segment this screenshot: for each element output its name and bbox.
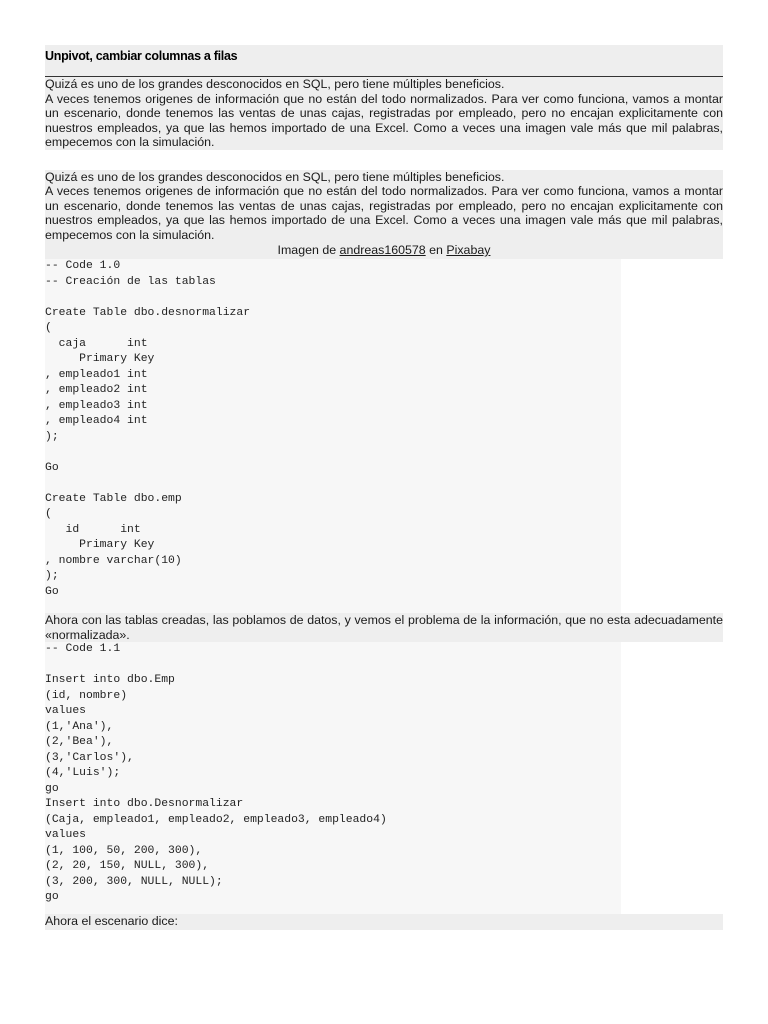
- intro-repeat-line-2: A veces tenemos origenes de información que no están del todo normalizados. Para ver como funciona, vamos a montar un escenario, donde tenemos las ventas de unas cajas, registradas por empleado, pero no encajan explicitamente con nuestros empleados, ya que las hemos importado de una Excel. Como a veces una imagen vale más que mil palabras, empecemos con la simulación.: [45, 184, 723, 242]
- code-block-insert-data: -- Code 1.1 Insert into dbo.Emp (id, nombre) values (1,'Ana'), (2,'Bea'), (3,'Carlos'), (4,'Luis'); go Insert into dbo.Desnormalizar (Caja, empleado1, empleado2, empleado3, empleado4) values (1, 100, 50, 200, 300), (2, 20, 150, NULL, 300), (3, 200, 300, NULL, NULL); go: [45, 642, 621, 914]
- caption-prefix: Imagen de: [277, 243, 340, 257]
- intro-line-2: A veces tenemos origenes de información que no están del todo normalizados. Para ver como funciona, vamos a montar un escenario, donde tenemos las ventas de unas cajas, registradas por empleado, pero no encajan explicitamente con nuestros empleados, ya que las hemos importado de una Excel. Como a veces una imagen vale más que mil palabras, empecemos con la simulación.: [45, 91, 723, 149]
- page-title: Unpivot, cambiar columnas a filas: [45, 45, 723, 77]
- spacer: [45, 150, 723, 170]
- intro-paragraph: [45, 77, 723, 150]
- image-caption: [45, 242, 723, 259]
- intro-repeat-line-1: Quizá es uno de los grandes desconocidos en SQL, pero tiene múltiples beneficios.: [45, 169, 505, 184]
- middle-text: Ahora con las tablas creadas, las poblamos de datos, y vemos el problema de la información, que no esta adecuadamente «normalizada».: [45, 613, 723, 642]
- document: [45, 45, 723, 930]
- intro-line-1: Quizá es uno de los grandes desconocidos en SQL, pero tiene múltiples beneficios.: [45, 77, 505, 91]
- pixabay-link[interactable]: Pixabay: [446, 243, 491, 257]
- closing-text: Ahora el escenario dice:: [45, 914, 723, 930]
- intro-paragraph-repeat: [45, 170, 723, 243]
- code-block-create-tables: -- Code 1.0 -- Creación de las tablas Create Table dbo.desnormalizar ( caja int Primary Key , empleado1 int , empleado2 int , empleado3 int , empleado4 int ); Go Create Table dbo.emp ( id int Primary Key , nombre varchar(10) ); Go: [45, 259, 621, 613]
- middle-paragraph: [45, 613, 723, 642]
- caption-middle: en: [425, 243, 447, 257]
- author-link[interactable]: andreas160578: [339, 243, 426, 257]
